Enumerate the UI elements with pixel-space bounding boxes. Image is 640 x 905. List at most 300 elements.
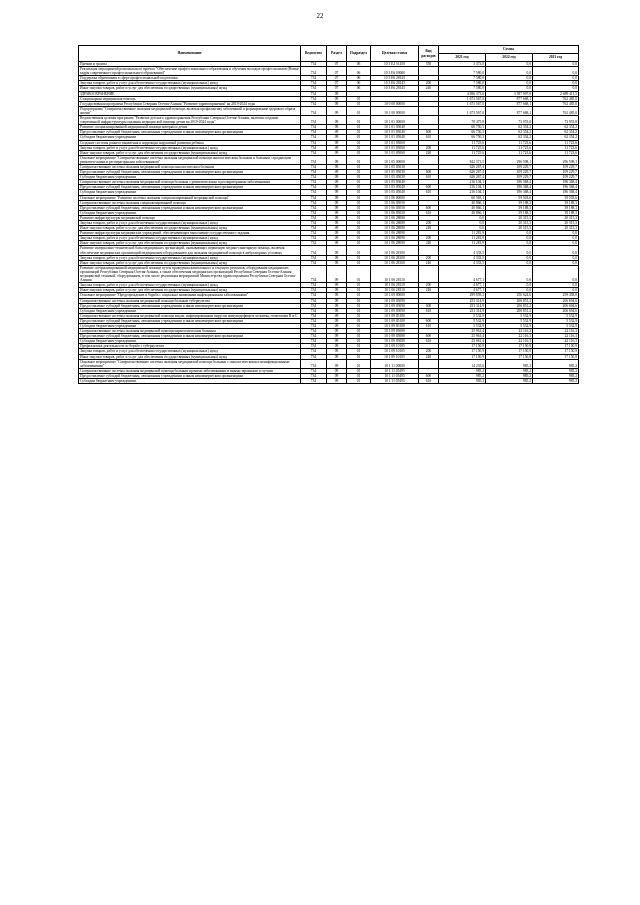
cell-target: 10 1 09 05090 bbox=[371, 298, 419, 303]
cell-ministry: 734 bbox=[301, 81, 327, 86]
cell-year-2023: 11 723,6 bbox=[533, 145, 579, 150]
cell-ministry: 734 bbox=[301, 205, 327, 210]
cell-year-2022: 877 668,1 bbox=[486, 106, 533, 115]
cell-name: Субсидии бюджетным учреждениям bbox=[79, 175, 301, 180]
cell-section: 09 bbox=[327, 288, 347, 293]
cell-section: 09 bbox=[327, 130, 347, 135]
cell-expense-type: 200 bbox=[419, 221, 439, 226]
cell-target: 10 1 06 28100 bbox=[371, 246, 419, 255]
cell-ministry: 734 bbox=[301, 303, 327, 308]
cell-year-2021: 3 373,0 bbox=[439, 62, 486, 67]
cell-subsection: 01 bbox=[347, 308, 371, 313]
cell-ministry: 734 bbox=[301, 221, 327, 226]
cell-year-2021: 4 333,5 bbox=[439, 246, 486, 255]
cell-year-2021: 626 267,4 bbox=[439, 175, 486, 180]
cell-section: 09 bbox=[327, 255, 347, 260]
cell-subsection: 01 bbox=[347, 185, 371, 190]
cell-ministry: 734 bbox=[301, 155, 327, 164]
cell-ministry: 734 bbox=[301, 231, 327, 236]
cell-subsection: 01 bbox=[347, 318, 371, 323]
cell-expense-type: 610 bbox=[419, 175, 439, 180]
cell-subsection: 01 bbox=[347, 344, 371, 349]
cell-subsection: 01 bbox=[347, 221, 371, 226]
cell-section: 09 bbox=[327, 215, 347, 220]
cell-year-2021: 14 235,6 bbox=[439, 359, 486, 368]
cell-year-2022: 0,0 bbox=[486, 67, 533, 76]
cell-ministry: 734 bbox=[301, 116, 327, 125]
cell-name: Закупка товаров, работ и услуг для обеспечения государственных (муниципальных) нужд bbox=[79, 236, 301, 241]
cell-section: 09 bbox=[327, 96, 347, 101]
cell-expense-type: 610 bbox=[419, 323, 439, 328]
cell-target: 10 1 06 28080 bbox=[371, 215, 419, 220]
cell-year-2023: 0,0 bbox=[533, 236, 579, 241]
cell-year-2021: 4 677,1 bbox=[439, 265, 486, 282]
cell-expense-type: 610 bbox=[419, 190, 439, 195]
cell-year-2021: 216 104,1 bbox=[439, 180, 486, 185]
cell-ministry: 734 bbox=[301, 255, 327, 260]
cell-ministry: 734 bbox=[301, 140, 327, 145]
cell-year-2022: 5 532,9 bbox=[486, 318, 533, 323]
cell-section: 09 bbox=[327, 354, 347, 359]
cell-year-2021: 60 565,1 bbox=[439, 195, 486, 200]
cell-subsection: 01 bbox=[347, 354, 371, 359]
cell-year-2023: 186 368,4 bbox=[533, 185, 579, 190]
cell-ministry: 734 bbox=[301, 106, 327, 115]
cell-expense-type: 610 bbox=[419, 308, 439, 313]
cell-subsection: 01 bbox=[347, 288, 371, 293]
cell-year-2023: 0,0 bbox=[533, 241, 579, 246]
cell-year-2021: 11 725,6 bbox=[439, 145, 486, 150]
cell-section: 09 bbox=[327, 283, 347, 288]
cell-year-2021: 17 150,9 bbox=[439, 349, 486, 354]
cell-year-2023: 0,0 bbox=[533, 231, 579, 236]
cell-ministry: 734 bbox=[301, 298, 327, 303]
header-year-2022: 2022 год bbox=[486, 54, 533, 62]
cell-year-2022: 59 503,6 bbox=[486, 195, 533, 200]
cell-year-2022: 0,0 bbox=[486, 265, 533, 282]
cell-target: 10 1 06 28090 bbox=[371, 241, 419, 246]
cell-target: 10 1 05 05030 bbox=[371, 175, 419, 180]
cell-year-2022: 0,0 bbox=[486, 231, 533, 236]
cell-year-2021: 66 750,3 bbox=[439, 125, 486, 130]
cell-name: Совершенствование системы оказания специализированной помощи bbox=[79, 200, 301, 205]
cell-subsection: 01 bbox=[347, 155, 371, 164]
cell-subsection: 01 bbox=[347, 298, 371, 303]
cell-year-2023: 0,0 bbox=[533, 265, 579, 282]
cell-year-2021: 1 673 567,0 bbox=[439, 96, 486, 101]
cell-expense-type: 200 bbox=[419, 255, 439, 260]
cell-year-2022: 11 723,6 bbox=[486, 150, 533, 155]
cell-year-2022: 985,2 bbox=[486, 368, 533, 373]
cell-section: 09 bbox=[327, 205, 347, 210]
cell-ministry: 734 bbox=[301, 185, 327, 190]
cell-target: 10 3 Е2 51450 bbox=[371, 62, 419, 67]
cell-ministry: 734 bbox=[301, 130, 327, 135]
cell-target: 10 1 11 05495 bbox=[371, 368, 419, 373]
cell-subsection: 01 bbox=[347, 379, 371, 384]
cell-target: 10 1 09 05100 bbox=[371, 313, 419, 318]
cell-year-2023: 206 694,6 bbox=[533, 308, 579, 313]
cell-year-2023: 22 116,3 bbox=[533, 339, 579, 344]
cell-section: 09 bbox=[327, 318, 347, 323]
cell-year-2022: 877 668,1 bbox=[486, 101, 533, 106]
cell-name: Закупка товаров, работ и услуг для обеспечения государственных (муниципальных) нужд bbox=[79, 145, 301, 150]
cell-name: Основное мероприятие "Развитие системы оказания специализированной медицинской помощи" bbox=[79, 195, 301, 200]
cell-subsection: 01 bbox=[347, 329, 371, 334]
cell-year-2021: 985,2 bbox=[439, 368, 486, 373]
cell-target: 10 1 01 05040 bbox=[371, 135, 419, 140]
cell-subsection: 01 bbox=[347, 255, 371, 260]
cell-expense-type: 600 bbox=[419, 318, 439, 323]
cell-subsection: 01 bbox=[347, 303, 371, 308]
cell-target: 10 1 06 28080 bbox=[371, 226, 419, 231]
cell-year-2021: 40 866,1 bbox=[439, 210, 486, 215]
cell-target: 10 1 06 28100 bbox=[371, 255, 419, 260]
cell-ministry: 734 bbox=[301, 283, 327, 288]
cell-name: Субсидии бюджетным учреждениям bbox=[79, 210, 301, 215]
table-row bbox=[79, 155, 579, 164]
cell-name: Иные закупки товаров, работ и услуг для обеспечения государственных (муниципальных) нужд bbox=[79, 150, 301, 155]
cell-year-2022: 109 229,7 bbox=[486, 175, 533, 180]
cell-year-2022: 39 188,3 bbox=[486, 205, 533, 210]
cell-year-2022: 62 354,2 bbox=[486, 125, 533, 130]
cell-year-2023: 62 354,2 bbox=[533, 125, 579, 130]
cell-year-2023: 985,2 bbox=[533, 359, 579, 368]
cell-name: Совершенствование системы оказания медицинской помощи онкологическим больным bbox=[79, 164, 301, 169]
cell-name: Иные закупки товаров, работ и услуг для обеспечения государственных (муниципальных) нужд bbox=[79, 86, 301, 91]
cell-year-2022: 17 150,9 bbox=[486, 344, 533, 349]
cell-target: 10 1 01 05060 bbox=[371, 140, 419, 145]
cell-subsection: 01 bbox=[347, 241, 371, 246]
cell-year-2021: 7 580,0 bbox=[439, 86, 486, 91]
cell-section: 07 bbox=[327, 76, 347, 81]
cell-target: 10 1 06 28110 bbox=[371, 283, 419, 288]
cell-year-2021: 78 475,8 bbox=[439, 116, 486, 125]
cell-ministry: 734 bbox=[301, 150, 327, 155]
header-year-2023: 2023 год bbox=[533, 54, 579, 62]
cell-section: 09 bbox=[327, 339, 347, 344]
cell-year-2022: 17 150,9 bbox=[486, 349, 533, 354]
cell-year-2023: 0,0 bbox=[533, 76, 579, 81]
cell-expense-type: 240 bbox=[419, 226, 439, 231]
cell-year-2022: 109 229,7 bbox=[486, 170, 533, 175]
cell-name: Субсидии бюджетным учреждениям bbox=[79, 323, 301, 328]
cell-year-2021: 985,2 bbox=[439, 379, 486, 384]
cell-name: Субсидии бюджетным учреждениям bbox=[79, 190, 301, 195]
cell-ministry: 734 bbox=[301, 329, 327, 334]
cell-target: 10 3 Е6 28145 bbox=[371, 81, 419, 86]
table-row bbox=[79, 265, 579, 282]
cell-target: 10 1 09 10105 bbox=[371, 344, 419, 349]
cell-name: Профилактика деятельности по борьбе с туберкулезом bbox=[79, 344, 301, 349]
cell-section: 09 bbox=[327, 334, 347, 339]
cell-year-2022: 62 354,2 bbox=[486, 130, 533, 135]
cell-year-2023: 206 694,6 bbox=[533, 298, 579, 303]
cell-target: 10 3 Е6 00000 bbox=[371, 67, 419, 76]
cell-name: Иные закупки товаров, работ и услуг для обеспечения государственных (муниципальных) нужд bbox=[79, 226, 301, 231]
cell-ministry: 734 bbox=[301, 170, 327, 175]
cell-subsection: 01 bbox=[347, 293, 371, 298]
cell-section: 09 bbox=[327, 246, 347, 255]
cell-year-2021: 0,0 bbox=[439, 226, 486, 231]
cell-name: Государственная программа Республики Северная Осетия-Алания "Развитие здравоохранения" на 2019-2024 годы bbox=[79, 101, 301, 106]
cell-year-2021: 40 866,1 bbox=[439, 205, 486, 210]
cell-section: 07 bbox=[327, 67, 347, 76]
cell-subsection: 01 bbox=[347, 349, 371, 354]
cell-year-2022: 20 315,3 bbox=[486, 215, 533, 220]
cell-section: 09 bbox=[327, 164, 347, 169]
cell-name: Предоставление субсидий бюджетным, автономным учреждениям и иным некоммерческим организациям bbox=[79, 334, 301, 339]
cell-year-2023: 0,0 bbox=[533, 81, 579, 86]
cell-ministry: 734 bbox=[301, 96, 327, 101]
cell-name: Премии и гранты bbox=[79, 62, 301, 67]
cell-year-2021: 7 580,0 bbox=[439, 76, 486, 81]
cell-subsection: 01 bbox=[347, 200, 371, 205]
cell-target: 10 1 11 05495 bbox=[371, 373, 419, 378]
cell-year-2022: 985,2 bbox=[486, 379, 533, 384]
cell-section: 09 bbox=[327, 349, 347, 354]
cell-name: Закупка товаров, работ и услуг для обеспечения государственных (муниципальных) нужд bbox=[79, 221, 301, 226]
cell-target: 10 1 06 05050 bbox=[371, 200, 419, 205]
cell-target: 10 1 05 00000 bbox=[371, 155, 419, 164]
cell-year-2021: 253 314,9 bbox=[439, 308, 486, 313]
cell-year-2022: 5 532,9 bbox=[486, 313, 533, 318]
cell-name: Совершенствование системы оказания медицинской помощи наркологическим больным bbox=[79, 329, 301, 334]
page-number: 22 bbox=[316, 12, 324, 20]
cell-name: Реализация мероприятий регионального проекта "Обеспечение профессионального образования и обучения молодых профессионалов (Новые кадры современного профессионального образования)" bbox=[80, 67, 299, 76]
cell-year-2023: 5 532,9 bbox=[533, 323, 579, 328]
cell-name: ЗДРАВООХРАНЕНИЕ bbox=[79, 91, 301, 96]
cell-year-2022: 73 953,8 bbox=[486, 116, 533, 125]
cell-ministry: 734 bbox=[301, 91, 327, 96]
table-row bbox=[79, 379, 579, 384]
cell-year-2023: 0,0 bbox=[533, 86, 579, 91]
cell-ministry: 734 bbox=[301, 215, 327, 220]
cell-year-2023: 20 315,3 bbox=[533, 226, 579, 231]
cell-target: 10 1 06 28110 bbox=[371, 265, 419, 282]
cell-target: 10 1 11 00000 bbox=[371, 359, 419, 368]
cell-year-2022: 39 188,3 bbox=[486, 210, 533, 215]
cell-section: 09 bbox=[327, 236, 347, 241]
cell-year-2023: 0,0 bbox=[533, 288, 579, 293]
table-row bbox=[79, 359, 579, 368]
cell-subsection: 06 bbox=[347, 67, 371, 76]
cell-year-2022: 0,0 bbox=[486, 241, 533, 246]
cell-ministry: 734 bbox=[301, 308, 327, 313]
cell-year-2023: 206 694,6 bbox=[533, 303, 579, 308]
cell-ministry: 734 bbox=[301, 349, 327, 354]
cell-subsection: 01 bbox=[347, 236, 371, 241]
cell-subsection: 01 bbox=[347, 339, 371, 344]
cell-target: 10 0 00 00000 bbox=[371, 101, 419, 106]
cell-target: 10 1 06 05050 bbox=[371, 205, 419, 210]
cell-year-2021: 4 677,1 bbox=[439, 288, 486, 293]
cell-year-2023: 186 368,4 bbox=[533, 190, 579, 195]
cell-name: Развитие инфраструктуры медицинских учреждений, обеспечивающих выполнение государственного задания bbox=[79, 231, 301, 236]
cell-name: Поддержка образования в сфере профессиональной подготовки bbox=[79, 76, 301, 81]
cell-name: Основное мероприятие "Предупреждение и борьба с социально значимыми инфекционными заболеваниями" bbox=[79, 293, 301, 298]
cell-target: 10 1 05 05040 bbox=[371, 180, 419, 185]
cell-year-2021: 626 267,4 bbox=[439, 164, 486, 169]
cell-year-2023: 985,2 bbox=[533, 373, 579, 378]
cell-year-2021: 25 961,4 bbox=[439, 329, 486, 334]
cell-target: 10 1 09 10105 bbox=[371, 349, 419, 354]
cell-name: Предоставление субсидий бюджетным, автономным учреждениям и иным некоммерческим организациям bbox=[79, 373, 301, 378]
cell-section: 09 bbox=[327, 313, 347, 318]
cell-year-2023: 985,2 bbox=[533, 379, 579, 384]
cell-subsection: 01 bbox=[347, 334, 371, 339]
cell-ministry: 734 bbox=[301, 210, 327, 215]
table-row bbox=[79, 106, 579, 115]
cell-expense-type bbox=[419, 246, 439, 255]
table-row bbox=[79, 116, 579, 125]
cell-name: Подпрограмма "Совершенствование оказания медицинской помощи, включая профилактику заболеваний и формирование здорового образа жизни" bbox=[79, 106, 301, 115]
cell-section: 09 bbox=[327, 200, 347, 205]
cell-expense-type: 240 bbox=[419, 241, 439, 246]
cell-target: 10 1 06 28090 bbox=[371, 231, 419, 236]
cell-year-2021: 7 580,0 bbox=[439, 81, 486, 86]
cell-name: Иные закупки товаров, работ и услуг для обеспечения государственных (муниципальных) нужд bbox=[79, 288, 301, 293]
cell-year-2021: 25 961,4 bbox=[439, 334, 486, 339]
cell-target: 10 3 Е6 28145 bbox=[371, 86, 419, 91]
cell-section: 09 bbox=[327, 329, 347, 334]
cell-name: Основное мероприятие "Совершенствование системы оказания медицинской помощи онкологическим больным и больным, страдающим ревматическими и респираторными заболеваниями" bbox=[79, 155, 301, 164]
cell-subsection: 06 bbox=[347, 76, 371, 81]
cell-expense-type: 610 bbox=[419, 135, 439, 140]
cell-name: Субсидии бюджетным учреждениям bbox=[79, 379, 301, 384]
cell-section: 09 bbox=[327, 140, 347, 145]
header-expense-type: Вид расходов bbox=[419, 46, 439, 62]
cell-subsection: 01 bbox=[347, 190, 371, 195]
cell-year-2023: 109 229,7 bbox=[533, 170, 579, 175]
cell-year-2023: 11 723,6 bbox=[533, 140, 579, 145]
cell-section: 09 bbox=[327, 190, 347, 195]
cell-ministry: 734 bbox=[301, 373, 327, 378]
cell-year-2023: 39 188,3 bbox=[533, 200, 579, 205]
cell-year-2022: 22 116,3 bbox=[486, 339, 533, 344]
cell-year-2021: 40 866,1 bbox=[439, 200, 486, 205]
cell-year-2022: 985,2 bbox=[486, 359, 533, 368]
cell-subsection: 01 bbox=[347, 130, 371, 135]
cell-subsection: 01 bbox=[347, 313, 371, 318]
cell-target: 10 1 00 00000 bbox=[371, 106, 419, 115]
cell-year-2023: 186 368,4 bbox=[533, 180, 579, 185]
cell-year-2022: 256 624,6 bbox=[486, 293, 533, 298]
cell-expense-type: 200 bbox=[419, 236, 439, 241]
cell-name: Иные закупки товаров, работ и услуг для обеспечения государственных (муниципальных) нужд bbox=[79, 260, 301, 265]
cell-year-2021: 5 532,9 bbox=[439, 318, 486, 323]
cell-year-2022: 985,2 bbox=[486, 373, 533, 378]
header-subsection: Подраздел bbox=[347, 46, 371, 62]
cell-ministry: 734 bbox=[301, 323, 327, 328]
cell-target: 10 1 06 28090 bbox=[371, 236, 419, 241]
cell-ministry: 734 bbox=[301, 318, 327, 323]
cell-subsection: 01 bbox=[347, 205, 371, 210]
cell-subsection: 01 bbox=[347, 215, 371, 220]
cell-year-2021: 11 725,6 bbox=[439, 150, 486, 155]
cell-ministry: 734 bbox=[301, 195, 327, 200]
cell-ministry: 734 bbox=[301, 226, 327, 231]
cell-expense-type bbox=[419, 106, 439, 115]
cell-name: Ведомственная целевая программа "Развитие детского здравоохранения Республики Северная Осетия-Алания, включая создание современной инфраструктуры оказания медицинской помощи детям на 2019-2024 годы" bbox=[79, 116, 301, 125]
cell-name: Субсидии бюджетным учреждениям bbox=[79, 339, 301, 344]
cell-section: 09 bbox=[327, 180, 347, 185]
cell-year-2023: 22 116,3 bbox=[533, 329, 579, 334]
cell-year-2022: 206 851,2 bbox=[486, 303, 533, 308]
cell-subsection: 01 bbox=[347, 145, 371, 150]
cell-year-2021: 4 696 373,6 bbox=[439, 91, 486, 96]
cell-ministry: 734 bbox=[301, 354, 327, 359]
cell-name: Субсидии бюджетным учреждениям bbox=[79, 308, 301, 313]
cell-year-2023: 0,0 bbox=[533, 246, 579, 255]
cell-subsection: 06 bbox=[347, 62, 371, 67]
cell-section: 09 bbox=[327, 368, 347, 373]
cell-section: 07 bbox=[327, 62, 347, 67]
cell-section: 09 bbox=[327, 125, 347, 130]
cell-target: 10 1 09 05100 bbox=[371, 323, 419, 328]
cell-subsection: 01 bbox=[347, 231, 371, 236]
cell-subsection: 01 bbox=[347, 359, 371, 368]
cell-name: Предоставление субсидий бюджетным, автономным учреждениям и иным некоммерческим организациям bbox=[79, 318, 301, 323]
cell-section: 09 bbox=[327, 293, 347, 298]
cell-year-2021: 11 281,9 bbox=[439, 236, 486, 241]
cell-expense-type: 610 bbox=[419, 339, 439, 344]
cell-ministry: 734 bbox=[301, 339, 327, 344]
cell-year-2021: 216 104,1 bbox=[439, 190, 486, 195]
budget-table bbox=[78, 45, 579, 384]
cell-subsection: 06 bbox=[347, 81, 371, 86]
cell-year-2022: 877 668,1 bbox=[486, 96, 533, 101]
cell-ministry: 734 bbox=[301, 288, 327, 293]
cell-expense-type: 350 bbox=[419, 62, 439, 67]
cell-subsection: 01 bbox=[347, 96, 371, 101]
cell-ministry: 734 bbox=[301, 190, 327, 195]
cell-section: 09 bbox=[327, 344, 347, 349]
cell-year-2023: 17 150,9 bbox=[533, 344, 579, 349]
cell-ministry: 734 bbox=[301, 67, 327, 76]
cell-year-2022: 20 315,3 bbox=[486, 221, 533, 226]
cell-year-2023: 0,0 bbox=[533, 67, 579, 76]
cell-year-2022: 0,0 bbox=[486, 246, 533, 255]
cell-year-2021: 11 281,9 bbox=[439, 241, 486, 246]
cell-ministry: 734 bbox=[301, 86, 327, 91]
cell-target: 10 1 06 05050 bbox=[371, 210, 419, 215]
table-body bbox=[79, 62, 579, 384]
cell-section: 09 bbox=[327, 185, 347, 190]
cell-section: 09 bbox=[327, 195, 347, 200]
cell-expense-type: 240 bbox=[419, 150, 439, 155]
cell-year-2022: 186 368,4 bbox=[486, 180, 533, 185]
cell-year-2023: 73 953,8 bbox=[533, 116, 579, 125]
table-header bbox=[79, 46, 579, 62]
cell-target: 10 1 05 05040 bbox=[371, 190, 419, 195]
cell-expense-type bbox=[419, 155, 439, 164]
cell-target: 10 1 05 05030 bbox=[371, 164, 419, 169]
cell-year-2023: 0,0 bbox=[533, 260, 579, 265]
cell-subsection: 01 bbox=[347, 210, 371, 215]
cell-year-2022: 5 532,9 bbox=[486, 323, 533, 328]
cell-name: Предоставление субсидий бюджетным, автономным учреждениям и иным некоммерческим организациям bbox=[79, 130, 301, 135]
cell-section: 09 bbox=[327, 221, 347, 226]
cell-ministry: 734 bbox=[301, 265, 327, 282]
cell-ministry: 734 bbox=[301, 76, 327, 81]
cell-name: Предоставление субсидий бюджетным, автономным учреждениям и иным некоммерческим организациям bbox=[79, 170, 301, 175]
cell-year-2022: 0,0 bbox=[486, 260, 533, 265]
cell-year-2022: 0,0 bbox=[486, 86, 533, 91]
cell-year-2021: 17 150,9 bbox=[439, 354, 486, 359]
cell-expense-type: 600 bbox=[419, 185, 439, 190]
cell-year-2021: 5 532,9 bbox=[439, 313, 486, 318]
